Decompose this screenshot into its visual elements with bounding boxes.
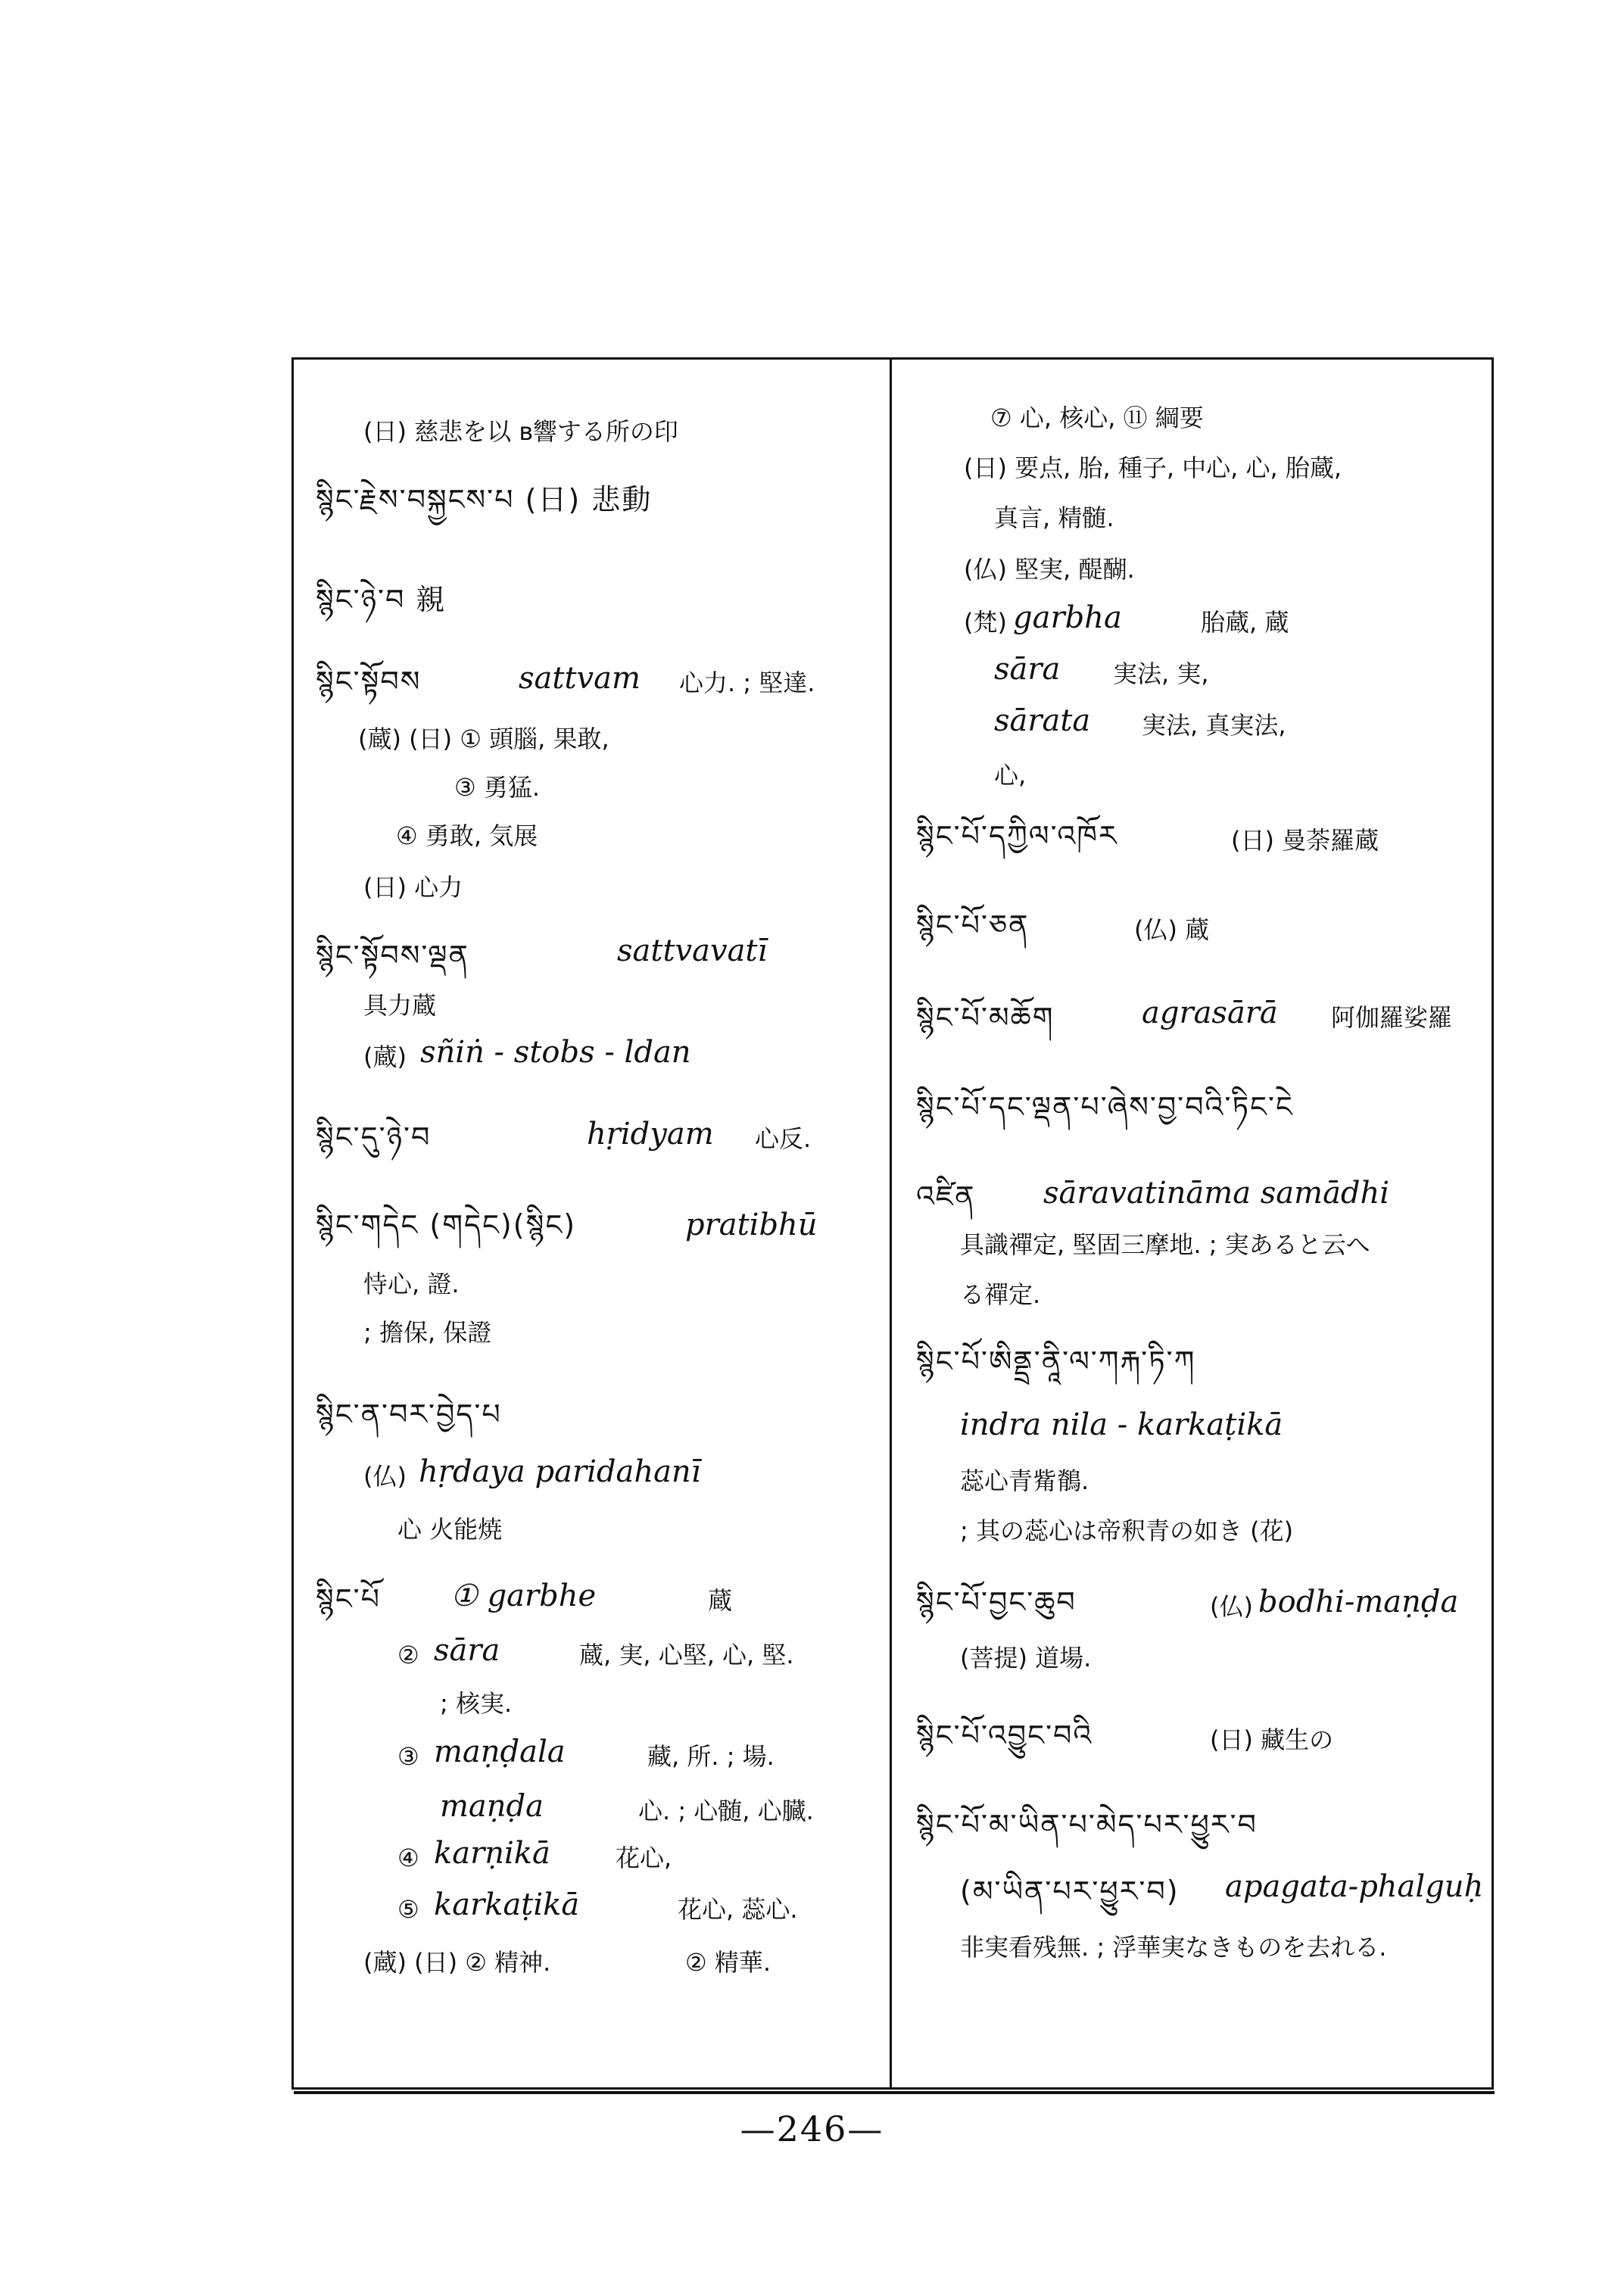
- left-column-line-l9b: sattvavatī: [617, 933, 768, 968]
- right-column-line-r11c: 阿伽羅娑羅: [1331, 1003, 1453, 1032]
- right-column-line-r12: སྙིང་པོ་དང་ལྡན་པ་ཞེས་བྱ་བའི་ཏིང་ངེ: [916, 1090, 1294, 1124]
- right-column-line-r5c: 胎蔵, 蔵: [1201, 608, 1289, 637]
- right-column-line-r23: སྙིང་པོ་མ་ཡིན་པ་མེད་པར་ཕྱུར་བ: [916, 1808, 1258, 1841]
- left-column-line-l15: ; 擔保, 保證: [363, 1318, 492, 1347]
- left-column-line-l4b: sattvam: [519, 661, 641, 696]
- left-column-line-l22a: ③: [397, 1742, 419, 1771]
- left-column-line-l14: 恃心, 證.: [363, 1270, 460, 1298]
- left-column-line-l25c: 花心, 蕊心.: [678, 1895, 798, 1924]
- left-column-line-l12a: སྙིང་དུ་ཉེ་བ: [316, 1121, 432, 1154]
- left-column-line-l19c: 蔵: [708, 1586, 733, 1615]
- right-column-line-r11a: སྙིང་པོ་མཆོག: [916, 1001, 1055, 1034]
- left-column-line-l7: ④ 勇敢, 気展: [396, 821, 538, 850]
- left-column-line-l24c: 花心,: [616, 1844, 672, 1872]
- left-column-line-l20a: ②: [397, 1641, 419, 1669]
- left-column: [291, 357, 890, 2090]
- left-column-line-l21: ; 核実.: [440, 1689, 513, 1718]
- right-column-line-r22a: སྙིང་པོ་འབྱུང་བའི: [916, 1719, 1093, 1752]
- right-column-line-r13b: sāravatināma samādhi: [1043, 1176, 1390, 1211]
- left-column-line-l24b: karṇikā: [434, 1836, 550, 1871]
- left-column-line-l3: སྙིང་ཉེ་བ 親: [316, 583, 447, 616]
- right-column-line-r10a: སྙིང་པོ་ཅན: [916, 909, 1030, 942]
- right-column-line-r6a: sāra: [994, 652, 1061, 687]
- right-column-line-r4: (仏) 堅実, 醍醐.: [964, 555, 1135, 584]
- right-column-line-r11b: agrasārā: [1142, 996, 1278, 1030]
- right-column-line-r5b: garbha: [1013, 600, 1122, 635]
- left-column-line-l25a: ⑤: [397, 1895, 419, 1924]
- right-column-line-r7b: 実法, 真実法,: [1142, 711, 1286, 740]
- right-column-line-r24b: apagata-phalguḥ: [1225, 1869, 1484, 1904]
- left-column-line-l17b: hṛdaya paridahanī: [419, 1454, 701, 1489]
- left-column-line-l13b: pratibhū: [685, 1208, 818, 1242]
- left-column-line-l8: (日) 心力: [363, 873, 463, 902]
- right-column-line-r20a: སྙིང་པོ་བྱང་ཆུབ: [916, 1585, 1077, 1619]
- right-column-line-r6b: 実法, 実,: [1113, 659, 1209, 688]
- right-column-line-r3: 真言, 精髄.: [994, 503, 1114, 532]
- left-column-line-l26a: (蔵) (日) ② 精神.: [363, 1948, 551, 1977]
- right-column-line-r20c: bodhi-maṇḍa: [1258, 1585, 1459, 1619]
- right-column-line-r10b: (仏) 蔵: [1134, 915, 1210, 944]
- left-column-line-l23a: maṇḍa: [440, 1789, 544, 1824]
- left-column-line-l22c: 藏, 所. ; 場.: [647, 1742, 775, 1771]
- left-column-line-l12c: 心反.: [755, 1124, 812, 1153]
- left-column-line-l16: སྙིང་ན་བར་བྱེད་པ: [316, 1398, 502, 1431]
- right-column-line-r9b: (日) 曼荼羅蔵: [1231, 826, 1379, 855]
- right-column-line-r20b: (仏): [1210, 1592, 1253, 1621]
- left-column-line-l23b: 心. ; 心髄, 心臓.: [638, 1797, 814, 1825]
- left-column-line-l19b: ① garbhe: [450, 1579, 597, 1613]
- left-column-line-l12b: hṛidyam: [587, 1117, 714, 1152]
- left-column-line-l26b: ② 精華.: [685, 1948, 771, 1977]
- right-column-line-r15: る禪定.: [960, 1280, 1041, 1309]
- left-column-line-l17a: (仏): [363, 1462, 407, 1491]
- left-column-line-l1: (日) 慈悲を以 ʙ響する所の印: [363, 417, 678, 446]
- right-column-line-r14: 具識禪定, 堅固三摩地. ; 実あると云へ: [960, 1230, 1370, 1259]
- left-column-line-l4c: 心力. ; 堅達.: [679, 669, 815, 697]
- left-column-line-l2: སྙིང་རྗེས་བསྐྱངས་པ (日) 悲動: [316, 483, 653, 516]
- left-column-line-l13a: སྙིང་གདེང (གདེང)(སྙིང): [316, 1208, 577, 1242]
- right-column: [892, 357, 1494, 2090]
- right-column-line-r16: སྙིང་པོ་ཨིནྡྲ་ནཱི་ལ་ཀརྐ་ཏི་ཀ: [916, 1345, 1196, 1378]
- left-column-line-l11a: (蔵): [363, 1043, 407, 1071]
- page-number: —246—: [740, 2109, 884, 2149]
- right-column-line-r7a: sārata: [994, 703, 1091, 738]
- left-column-line-l20c: 蔵, 実, 心堅, 心, 堅.: [579, 1641, 794, 1669]
- left-column-line-l4a: སྙིང་སྟོབས: [316, 665, 422, 698]
- left-column-line-l5: (蔵) (日) ① 頭腦, 果敢,: [358, 725, 609, 753]
- right-column-line-r25: 非実看残無. ; 浮華実なきものを去れる.: [960, 1933, 1387, 1962]
- right-column-line-r24a: (མ་ཡིན་པར་ཕྱུར་བ): [960, 1875, 1180, 1908]
- left-column-line-l19a: སྙིང་པོ: [316, 1582, 382, 1616]
- right-column-line-r9a: སྙིང་པོ་དཀྱིལ་འཁོར: [916, 819, 1118, 852]
- left-column-line-l9a: སྙིང་སྟོབས་ལྡན: [316, 939, 469, 972]
- right-column-line-r17: indra nila - karkaṭikā: [960, 1407, 1283, 1442]
- left-column-line-l20b: sāra: [434, 1633, 500, 1668]
- left-column-line-l6: ③ 勇猛.: [454, 773, 541, 802]
- left-column-line-l18: 心 火能焼: [397, 1515, 503, 1544]
- right-column-line-r18: 蕊心青觜鶺.: [960, 1466, 1089, 1495]
- left-column-line-l24a: ④: [397, 1844, 419, 1872]
- right-column-line-r22b: (日) 藏生の: [1210, 1725, 1334, 1754]
- right-column-line-r19: ; 其の蕊心は帝釈青の如き (花): [960, 1516, 1294, 1545]
- right-column-line-r8: 心,: [994, 761, 1027, 790]
- right-column-line-r5a: (梵): [964, 608, 1007, 637]
- left-column-line-l10: 具力蔵: [363, 991, 437, 1020]
- left-column-line-l22b: maṇḍala: [434, 1735, 566, 1769]
- left-column-line-l11b: sñiṅ - stobs - ldan: [420, 1035, 691, 1070]
- right-column-line-r1: ⑦ 心, 核心, ⑪ 綱要: [990, 404, 1204, 432]
- left-column-line-l25b: karkaṭikā: [434, 1887, 580, 1922]
- right-column-line-r21: (菩提) 道場.: [960, 1644, 1092, 1672]
- right-column-line-r13a: འཛིན: [916, 1180, 976, 1213]
- right-column-line-r2: (日) 要点, 胎, 種子, 中心, 心, 胎蔵,: [964, 454, 1342, 482]
